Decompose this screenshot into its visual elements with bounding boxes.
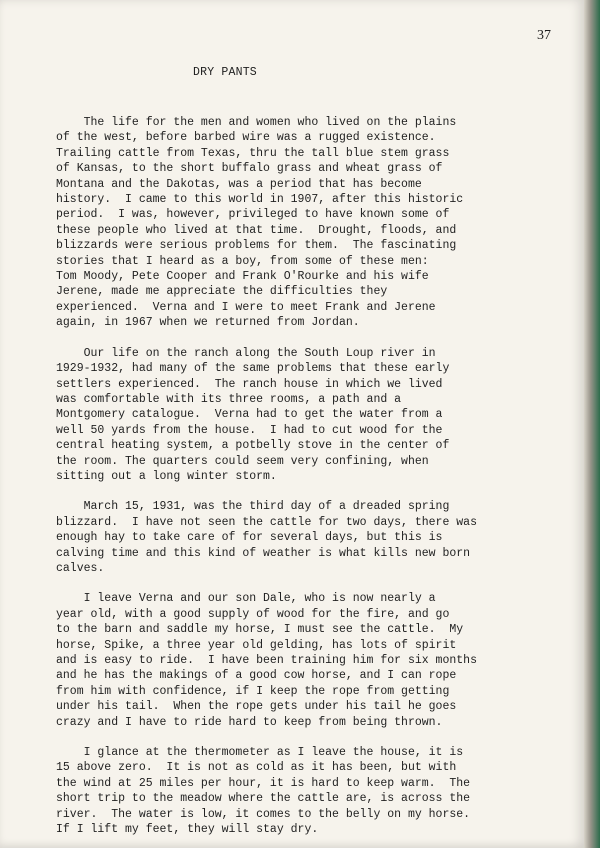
paragraph xyxy=(56,745,496,837)
text-line: history. I came to this world in 1907, after this historic xyxy=(56,193,464,207)
text-line: Our life on the ranch along the South Loup river in xyxy=(56,346,436,360)
text-line: 1929-1932, had many of the same problems that these early xyxy=(56,362,450,376)
text-line: and he has the makings of a good cow horse, and I can rope xyxy=(56,669,457,683)
text-line: experienced. Verna and I were to meet Frank and Jerene xyxy=(56,300,436,314)
book-binding-edge xyxy=(584,0,600,848)
text-line: well 50 yards from the house. I had to cut wood for the xyxy=(56,423,443,437)
text-line: and is easy to ride. I have been training him for six months xyxy=(56,654,477,667)
text-line: under his tail. When the rope gets under his tail he goes xyxy=(56,700,457,714)
text-line: horse, Spike, a three year old gelding, has lots of spirit xyxy=(56,638,457,652)
paragraph xyxy=(56,499,496,576)
text-line: settlers experienced. The ranch house in which we lived xyxy=(56,377,443,391)
chapter-title: DRY PANTS xyxy=(193,66,257,79)
text-line: of Kansas, to the short buffalo grass and wheat grass of xyxy=(56,162,443,176)
body-text xyxy=(56,115,496,848)
text-line: calves. xyxy=(56,561,105,575)
text-line: blizzard. I have not seen the cattle for two days, there was xyxy=(56,515,477,529)
text-line: Montgomery catalogue. Verna had to get the water from a xyxy=(56,408,443,422)
text-line: to the barn and saddle my horse, I must see the cattle. My xyxy=(56,623,464,637)
text-line: The life for the men and women who lived on the plains xyxy=(56,116,457,129)
text-line: was comfortable with its three rooms, a path and a xyxy=(56,392,402,406)
paragraph xyxy=(56,115,496,331)
paragraph xyxy=(56,346,496,485)
text-line: Tom Moody, Pete Cooper and Frank O'Rourke and his wife xyxy=(56,270,429,284)
text-line: central heating system, a potbelly stove in the center of xyxy=(56,439,450,453)
text-line: calving time and this kind of weather is what kills new born xyxy=(56,546,471,560)
text-line: I glance at the thermometer as I leave the house, it is xyxy=(56,746,464,760)
text-line: crazy and I have to ride hard to keep from being thrown. xyxy=(56,715,443,729)
text-line: I leave Verna and our son Dale, who is now nearly a xyxy=(56,592,436,606)
text-line: Montana and the Dakotas, was a period that has become xyxy=(56,177,422,191)
text-line: from him with confidence, if I keep the rope from getting xyxy=(56,684,450,698)
text-line: stories that I heard as a boy, from some of these men: xyxy=(56,254,429,268)
text-line: Trailing cattle from Texas, thru the tall blue stem grass xyxy=(56,146,450,160)
text-line: Jerene, made me appreciate the difficulties they xyxy=(56,285,388,299)
text-line: 15 above zero. It is not as cold as it has been, but with xyxy=(56,761,457,775)
text-line: of the west, before barbed wire was a rugged existence. xyxy=(56,131,436,145)
text-line: blizzards were serious problems for them. The fascinating xyxy=(56,239,457,253)
text-line: enough hay to take care of for several days, but this is xyxy=(56,531,443,545)
page-number: 37 xyxy=(537,28,551,43)
text-line: short trip to the meadow where the cattle are, is across the xyxy=(56,792,471,806)
text-line: period. I was, however, privileged to have known some of xyxy=(56,208,450,222)
text-line: these people who lived at that time. Drought, floods, and xyxy=(56,223,457,237)
text-line: If I lift my feet, they will stay dry. xyxy=(56,823,319,837)
paragraph xyxy=(56,591,496,730)
text-line: March 15, 1931, was the third day of a dreaded spring xyxy=(56,500,450,514)
text-line: the wind at 25 miles per hour, it is hard to keep warm. The xyxy=(56,776,471,790)
text-line: river. The water is low, it comes to the belly on my horse. xyxy=(56,807,471,821)
text-line: again, in 1967 when we returned from Jordan. xyxy=(56,316,360,330)
text-line: sitting out a long winter storm. xyxy=(56,469,277,483)
text-line: year old, with a good supply of wood for the fire, and go xyxy=(56,607,450,621)
text-line: the room. The quarters could seem very confining, when xyxy=(56,454,429,468)
